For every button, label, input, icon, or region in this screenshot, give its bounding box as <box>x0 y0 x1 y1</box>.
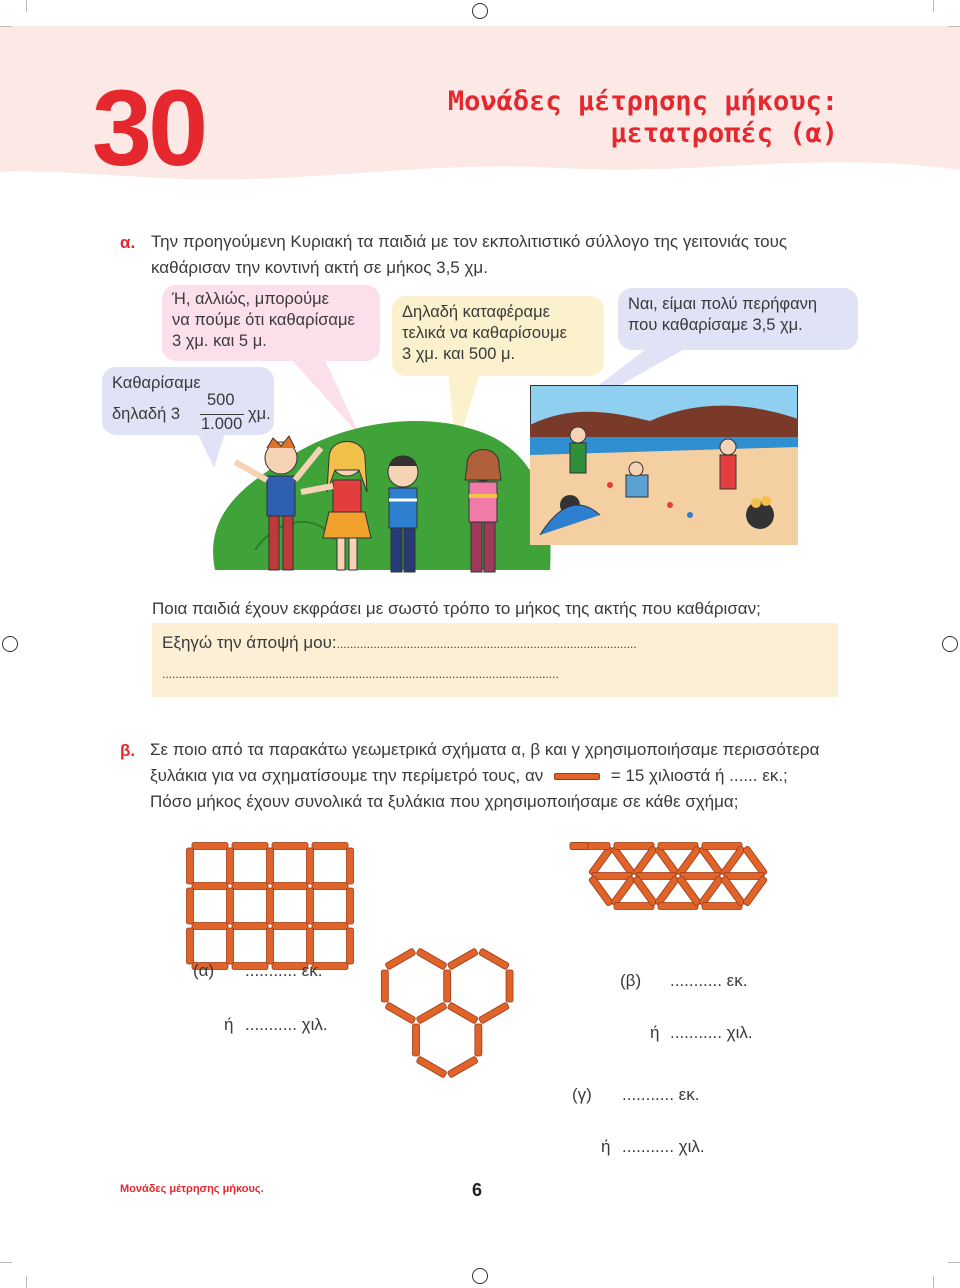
matchstick <box>447 1002 478 1024</box>
matchstick <box>720 876 745 907</box>
matchstick <box>192 843 228 850</box>
answer-dots-1: .......................................................................................... <box>336 637 637 651</box>
shape-c-cm[interactable]: ........... εκ. <box>622 1085 700 1104</box>
matchstick <box>192 883 228 890</box>
matchstick <box>478 948 509 970</box>
explain-label: Εξηγώ την άποψή μου: <box>162 633 337 652</box>
matchstick <box>506 970 513 1002</box>
question-a-question: Ποια παιδιά έχουν εκφράσει με σωστό τρόπο το μήκος της ακτής που καθάρισαν; <box>152 599 761 618</box>
question-b-line-2-end: = 15 χιλιοστά ή ...... εκ.; <box>610 766 788 785</box>
crop-mark <box>948 1262 960 1263</box>
matchstick <box>720 846 745 877</box>
speech-bubble-pink <box>162 285 380 361</box>
matchstick <box>227 888 234 924</box>
matchstick <box>272 843 308 850</box>
matchstick <box>447 1056 478 1078</box>
beach-illustration <box>530 385 798 545</box>
matchstick-icon <box>554 773 600 780</box>
matchstick <box>227 848 234 884</box>
matchstick <box>588 846 613 877</box>
matchstick <box>658 903 698 910</box>
matchstick <box>312 923 348 930</box>
matchstick <box>588 876 613 907</box>
matchstick <box>267 848 274 884</box>
answer-line-1 <box>162 633 637 653</box>
matchstick <box>444 970 451 1002</box>
shape-b-mm[interactable]: ........... χιλ. <box>670 1023 753 1042</box>
question-b-line-3: Πόσο μήκος έχουν συνολικά τα ξυλάκια που χρησιμοποιήσαμε σε κάθε σχήμα; <box>150 792 739 811</box>
crop-mark <box>26 1276 27 1288</box>
crop-mark <box>0 1262 12 1263</box>
matchstick <box>307 848 314 884</box>
registration-mark <box>2 636 18 652</box>
page-number: 6 <box>472 1180 483 1200</box>
matchstick <box>658 843 698 850</box>
shape-a-mm[interactable]: ........... χιλ. <box>245 1015 328 1034</box>
matchstick <box>413 1024 420 1056</box>
matchstick <box>702 843 742 850</box>
matchstick <box>232 923 268 930</box>
bubble-yellow-line-2: τελικά να καθαρίσουμε <box>402 324 567 342</box>
bubble-blue-right-line-1: Ναι, είμαι πολύ περήφανη <box>628 295 818 313</box>
fraction-numerator: 500 <box>207 391 235 409</box>
matchstick <box>632 876 657 907</box>
matchstick <box>610 846 635 877</box>
matchstick-shapes <box>0 830 960 1110</box>
speech-bubble-yellow <box>392 296 604 376</box>
bubble-pink-line-3: 3 χμ. και 5 μ. <box>172 332 267 350</box>
lesson-number: 30 <box>92 67 205 188</box>
registration-mark <box>472 1268 488 1284</box>
matchstick <box>478 1002 509 1024</box>
bubble-yellow-line-3: 3 χμ. και 500 μ. <box>402 345 516 363</box>
matchstick <box>192 923 228 930</box>
bubble-pink-line-2: να πούμε ότι καθαρίσαμε <box>172 311 355 329</box>
matchstick <box>347 888 354 924</box>
answer-box[interactable] <box>152 623 838 697</box>
shape-a-label: (α) <box>193 961 215 980</box>
matchstick <box>610 876 635 907</box>
bubble-blue-left-line-2: δηλαδή 3 <box>112 405 181 423</box>
shape-b-label: (β) <box>620 971 642 990</box>
matchstick <box>676 846 701 877</box>
matchstick <box>232 883 268 890</box>
matchstick <box>307 888 314 924</box>
fraction-denominator: 1.000 <box>201 415 243 433</box>
footer-section: Μονάδες μέτρησης μήκους. <box>120 1183 264 1195</box>
matchstick <box>347 928 354 964</box>
matchstick <box>267 888 274 924</box>
matchstick <box>187 848 194 884</box>
matchstick <box>232 843 268 850</box>
matchstick <box>592 873 632 880</box>
matchstick <box>676 876 701 907</box>
matchstick <box>385 1002 416 1024</box>
question-a-letter: α. <box>120 233 136 252</box>
shape-c-mm[interactable]: ........... χιλ. <box>622 1137 705 1156</box>
question-b-letter: β. <box>120 741 136 760</box>
matchstick <box>724 873 764 880</box>
matchstick <box>614 843 654 850</box>
matchstick <box>312 883 348 890</box>
bubble-blue-right-line-2: που καθαρίσαμε 3,5 χμ. <box>628 316 803 334</box>
matchstick <box>187 888 194 924</box>
bubble-yellow-line-1: Δηλαδή καταφέραμε <box>402 303 550 321</box>
matchstick <box>680 873 720 880</box>
matchstick <box>447 948 478 970</box>
matchstick <box>416 948 447 970</box>
matchstick <box>475 1024 482 1056</box>
matchstick <box>385 948 416 970</box>
registration-mark <box>942 636 958 652</box>
matchstick <box>272 923 308 930</box>
matchstick <box>636 873 676 880</box>
shape-c-label: (γ) <box>572 1085 592 1104</box>
matchstick <box>347 848 354 884</box>
matchstick <box>570 843 588 850</box>
matchstick <box>614 903 654 910</box>
matchstick <box>698 876 723 907</box>
matchstick <box>742 876 767 907</box>
matchstick <box>312 843 348 850</box>
shape-c-or: ή <box>601 1137 611 1156</box>
question-a-line-2: καθάρισαν την κοντινή ακτή σε μήκος 3,5 χμ. <box>151 258 488 277</box>
children-illustration <box>195 400 565 590</box>
question-b-line-2 <box>150 763 850 789</box>
matchstick <box>654 876 679 907</box>
page-title-line-1: Μονάδες μέτρησης μήκους: <box>447 86 838 117</box>
matchstick <box>227 928 234 964</box>
matchstick <box>742 846 767 877</box>
matchstick <box>698 846 723 877</box>
matchstick <box>416 1056 447 1078</box>
answer-dots-2: ....................................................................................................................... <box>162 667 559 681</box>
crop-mark <box>933 1276 934 1288</box>
page-title-line-2: μετατροπές (α) <box>610 117 838 149</box>
fraction-unit: χμ. <box>248 405 271 423</box>
bubble-blue-left-line-1: Καθαρίσαμε <box>112 374 201 392</box>
matchstick <box>416 1002 447 1024</box>
question-b-line-2-start: ξυλάκια για να σχηματίσουμε την περίμετρό τους, αν <box>150 766 544 785</box>
question-b-line-1: Σε ποιο από τα παρακάτω γεωμετρικά σχήματα α, β και γ χρησιμοποιήσαμε περισσότερα <box>150 740 820 759</box>
matchstick <box>272 883 308 890</box>
question-a-line-1: Την προηγούμενη Κυριακή τα παιδιά με τον εκπολιτιστικό σύλλογο της γειτονιάς τους <box>151 232 788 251</box>
matchstick <box>632 846 657 877</box>
shape-b-cm[interactable]: ........... εκ. <box>670 971 748 990</box>
speech-bubble-blue-right <box>618 288 858 350</box>
matchstick <box>654 846 679 877</box>
question-b-text <box>150 737 850 815</box>
matchstick <box>381 970 388 1002</box>
shape-a-or: ή <box>224 1015 234 1034</box>
bubble-pink-line-1: Ή, αλλιώς, μπορούμε <box>172 290 329 308</box>
shape-b-or: ή <box>650 1023 660 1042</box>
matchstick <box>702 903 742 910</box>
shape-a-cm[interactable]: ........... εκ. <box>245 961 323 980</box>
